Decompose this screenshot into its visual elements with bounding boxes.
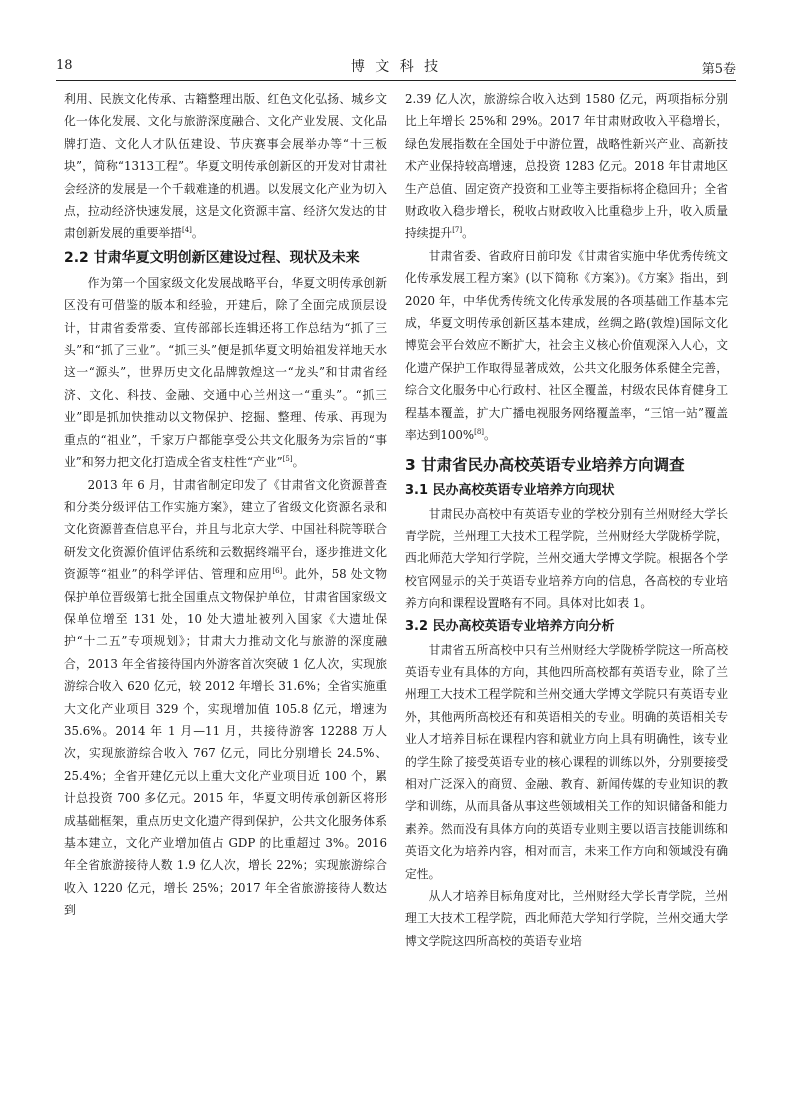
journal-title: 博 文 科 技 bbox=[350, 59, 442, 75]
left-column bbox=[64, 88, 387, 922]
citation-ref: [6] bbox=[272, 567, 283, 576]
section-heading-2-2: 2.2 甘肃华夏文明创新区建设过程、现状及未来 bbox=[64, 249, 360, 266]
citation-ref: [5] bbox=[282, 455, 293, 464]
section-heading-3: 3 甘肃省民办高校英语专业培养方向调查 bbox=[405, 455, 685, 474]
paragraph: 2013 年 6 月，甘肃省制定印发了《甘肃省文化资源普查和分类分级评估工作实施方案》，建立了省级文化资源名录和文化资源普查信息平台，并且与北京大学、中国社科院等联合研发文化资源价值评估系统和云数据终端平台，逐步推进文化资源等“祖业”的科学评估、管理和应用[6]。此外，58 处文物保护单位晋级第七批全国重点文物保护单位，甘肃省国家级文保单位增至 131 处，10 处大遗址被列入国家《大遗址保护“十二五”专项规划》；甘肃大力推动文化与旅游的深度融合，2013 年全省接待国内外游客首次突破 1 亿人次，实现旅游综合收入 620 亿元，较 2012 年增长 31.6%；全省实施重大文化产业项目 329 个，实现增加值 105.8 亿元，增速为 35.6%。2014 年 1 月—11 月，共接待游客 12288 万人次，实现旅游综合收入 767 亿元，同比分别增长 24.5%、25.4%；全省开建亿元以上重大文化产业项目近 100 个，累计总投资 700 多亿元。2015 年，华夏文明传承创新区将形成基础框架，重点历史文化遗产得到保护，公共文化服务体系基本建立，文化产业增加值占 GDP 的比重超过 3%。2016 年全省旅游接待人数 1.9 亿人次，增长 22%；实现旅游综合收入 1220 亿元，增长 25%；2017 年全省旅游接待人数达到 bbox=[64, 477, 387, 918]
right-column bbox=[405, 88, 728, 952]
paragraph: 作为第一个国家级文化发展战略平台，华夏文明传承创新区没有可借鉴的版本和经验，开建后，除了全面完成顶层设计，甘肃省委常委、宣传部部长连辑还将工作总结为“抓了三头”和“抓了三业”。“抓三头”便是抓华夏文明始祖发祥地天水这一“源头”，世界历史文化品牌敦煌这一“龙头”和甘肃省经济、文化、科技、金融、交通中心兰州这一“重头”。“抓三业”即是抓加快推动以文物保护、挖掘、整理、传承、再现为重点的“祖业”，千家万户都能享受公共文化服务为宗旨的“事业”和努力把文化打造成全省支柱性“产业”[5]。 bbox=[64, 275, 387, 470]
paragraph: 甘肃省委、省政府日前印发《甘肃省实施中华优秀传统文化传承发展工程方案》(以下简称《方案》)。《方案》指出，到 2020 年，中华优秀传统文化传承发展的各项基础工作基本完成，华夏文明传承创新区基本建成，丝绸之路(敦煌)国际文化博览会平台效应不断扩大，社会主义核心价值观深入人心，文化遗产保护工作取得显著成效，公共文化服务体系健全完善，综合文化服务中心行政村、社区全覆盖，村级农民体育健身工程基本覆盖，扩大广播电视服务网络覆盖率，“三馆一站”覆盖率达到100%[8]。 bbox=[405, 248, 728, 443]
section-heading-3-1: 3.1 民办高校英语专业培养方向现状 bbox=[405, 482, 615, 498]
paragraph: 2.39 亿人次，旅游综合收入达到 1580 亿元，两项指标分别比上年增长 25%和 29%。2017 年甘肃财政收入平稳增长，绿色发展指数在全国处于中游位置，战略性新兴产业、高新技术产业保持较高增速，总投资 1283 亿元。2018 年甘肃地区生产总值、固定资产投资和工业等主要指标将企稳回升；全省财政收入稳步增长，税收占财政收入比重稳步上升，收入质量持续提升[7]。 bbox=[405, 92, 728, 241]
citation-ref: [8] bbox=[474, 428, 485, 437]
page-number: 18 bbox=[56, 58, 73, 73]
section-heading-3-2: 3.2 民办高校英语专业培养方向分析 bbox=[405, 618, 615, 634]
paragraph: 甘肃省五所高校中只有兰州财经大学陇桥学院这一所高校英语专业有具体的方向，其他四所高校都有英语专业，除了兰州理工大技术工程学院和兰州交通大学博文学院只有英语专业外，其他两所高校还有和英语相关的专业。明确的英语相关专业人才培养目标在课程内容和就业方向上具有明确性，该专业的学生除了接受英语专业的核心课程的训练以外，分别要接受相对广泛深入的商贸、金融、教育、新闻传媒的专业知识的教学和训练，从而具备从事这些领域相关工作的知识储备和能力素养。然而没有具体方向的英语专业则主要以语言技能训练和英语文化为培养内容，相对而言，未来工作方向和领域没有确定性。 bbox=[405, 642, 728, 881]
volume-label: 第5卷 bbox=[701, 62, 736, 77]
citation-ref: [7] bbox=[452, 226, 463, 235]
citation-ref: [4] bbox=[181, 226, 192, 235]
header-rule bbox=[56, 80, 736, 81]
paragraph: 从人才培养目标角度对比，兰州财经大学长青学院，兰州理工大技术工程学院，西北师范大学知行学院，兰州交通大学博文学院这四所高校的英语专业培 bbox=[405, 889, 728, 948]
page-header bbox=[56, 55, 736, 77]
paragraph: 利用、民族文化传承、古籍整理出版、红色文化弘扬、城乡文化一体化发展、文化与旅游深度融合、文化产业发展、文化品牌打造、文化人才队伍建设、节庆赛事会展举办等“十三板块”，简称“1313工程”。华夏文明传承创新区的开发对甘肃社会经济的发展是一个千载难逢的机遇。以发展文化产业为切入点，拉动经济快速发展，这是文化资源丰富、经济欠发达的甘肃创新发展的重要举措[4]。 bbox=[64, 92, 387, 241]
paragraph: 甘肃民办高校中有英语专业的学校分别有兰州财经大学长青学院，兰州理工大技术工程学院，兰州财经大学陇桥学院，西北师范大学知行学院，兰州交通大学博文学院。根据各个学校官网显示的关于英语专业培养方向的信息，各高校的专业培养方向和课程设置略有不同。具体对比如表 1。 bbox=[405, 506, 728, 611]
